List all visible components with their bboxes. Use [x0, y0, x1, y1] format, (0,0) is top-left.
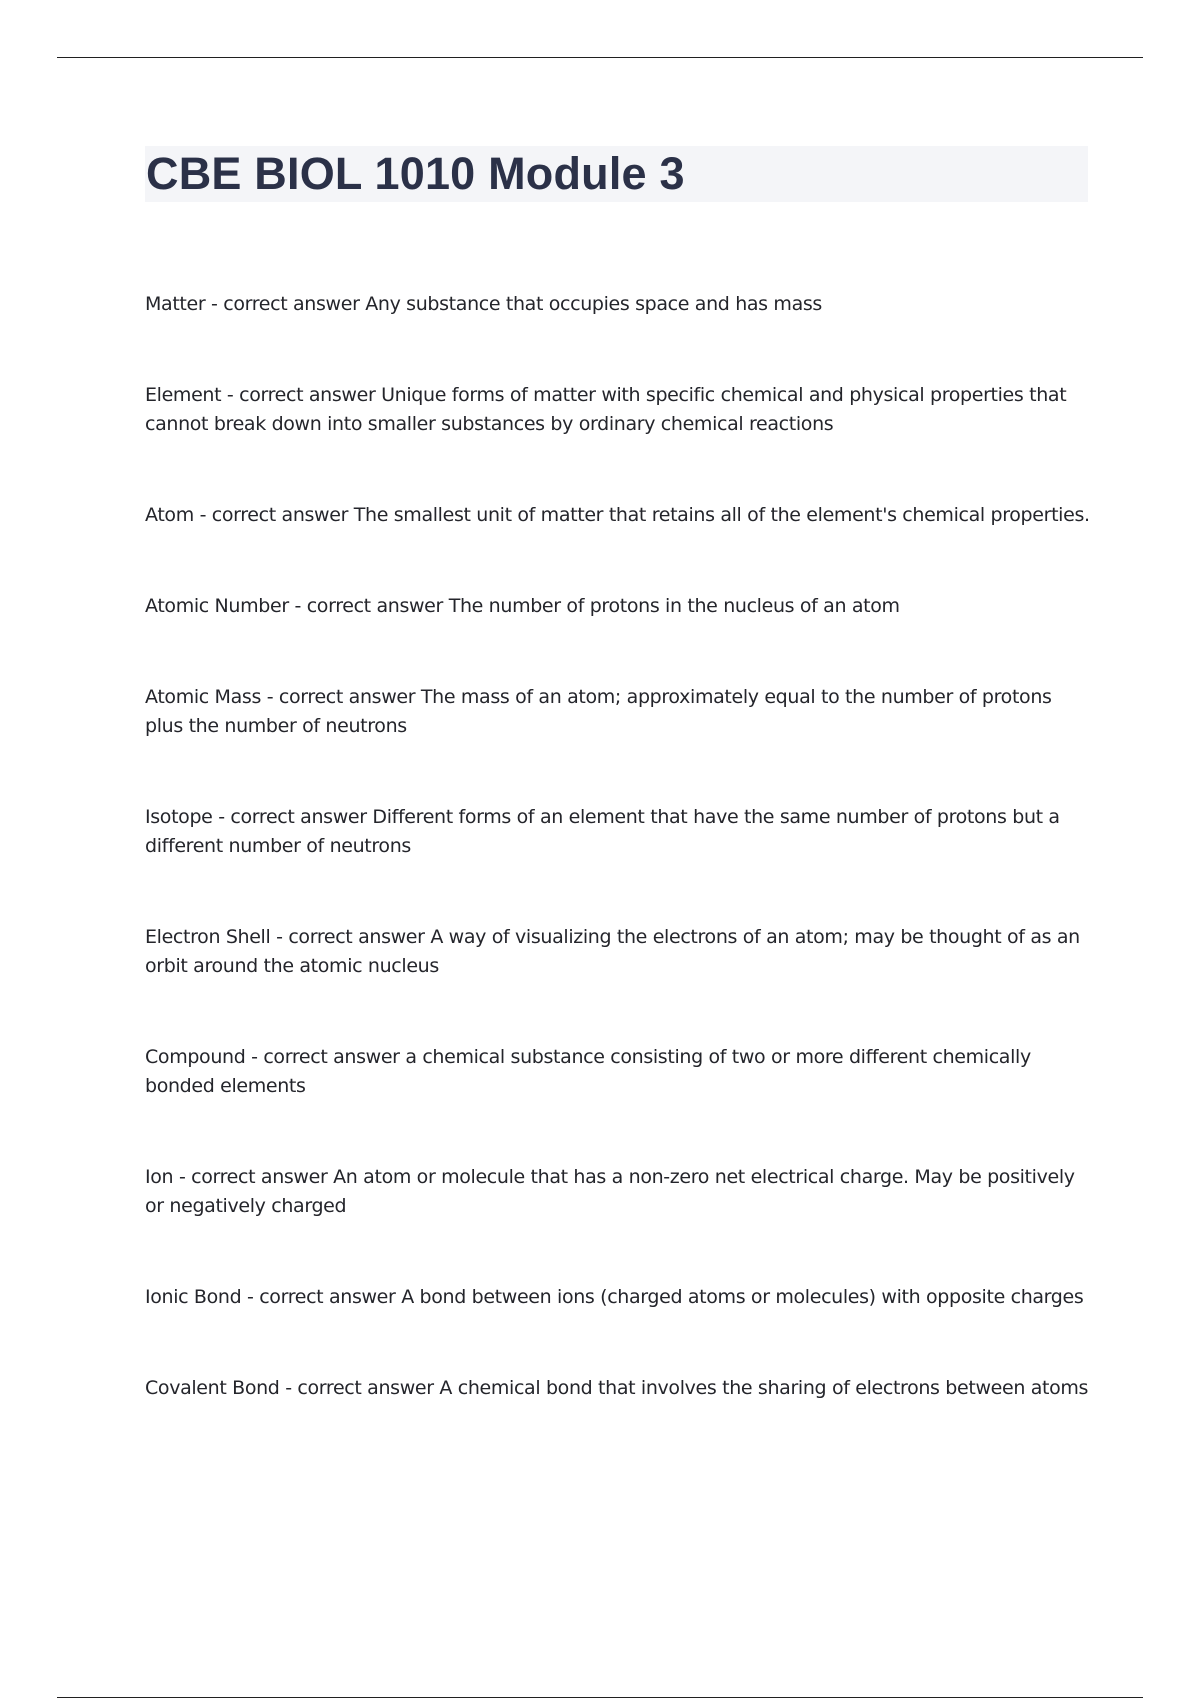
entry-separator: - correct answer	[247, 1286, 396, 1308]
top-divider	[57, 57, 1143, 58]
entry-term: Covalent Bond	[145, 1377, 280, 1399]
entry-term: Atom	[145, 504, 194, 526]
list-item	[145, 1283, 1090, 1312]
list-item	[145, 592, 1090, 621]
entry-term: Isotope	[145, 806, 213, 828]
entry-definition: The smallest unit of matter that retains all of the element's chemical properties.	[353, 504, 1090, 526]
entry-term: Atomic Number	[145, 595, 289, 617]
entry-separator: - correct answer	[178, 1166, 328, 1188]
list-item	[145, 501, 1090, 530]
entry-separator: - correct answer	[251, 1046, 400, 1068]
entry-term: Ion	[145, 1166, 174, 1188]
entry-term: Atomic Mass	[145, 686, 261, 708]
entry-term: Electron Shell	[145, 926, 271, 948]
list-item	[145, 290, 1090, 319]
entry-definition: Unique forms of matter with specific chemical and physical properties that cannot break down into smaller substances by ordinary chemical reactions	[145, 384, 1067, 435]
entry-separator: - correct answer	[294, 595, 443, 617]
list-item	[145, 1043, 1090, 1101]
flashcard-list	[145, 290, 1090, 1465]
entry-separator: - correct answer	[285, 1377, 434, 1399]
entry-definition: A bond between ions (charged atoms or molecules) with opposite charges	[401, 1286, 1084, 1308]
list-item	[145, 1374, 1090, 1403]
entry-definition: A way of visualizing the electrons of an atom; may be thought of as an orbit around the atomic nucleus	[145, 926, 1080, 977]
list-item	[145, 803, 1090, 861]
list-item	[145, 381, 1090, 439]
bottom-divider	[57, 1697, 1143, 1698]
entry-term: Compound	[145, 1046, 246, 1068]
entry-term: Ionic Bond	[145, 1286, 242, 1308]
entry-separator: - correct answer	[266, 686, 416, 708]
entry-separator: - correct answer	[199, 504, 349, 526]
entry-definition: An atom or molecule that has a non-zero net electrical charge. May be positively or negatively charged	[145, 1166, 1075, 1217]
page-title: CBE BIOL 1010 Module 3	[146, 148, 685, 199]
entry-definition: Different forms of an element that have the same number of protons but a different number of neutrons	[145, 806, 1060, 857]
list-item	[145, 683, 1090, 741]
entry-definition: The number of protons in the nucleus of an atom	[448, 595, 900, 617]
entry-separator: - correct answer	[226, 384, 376, 406]
list-item	[145, 1163, 1090, 1221]
entry-definition: A chemical bond that involves the sharing of electrons between atoms	[439, 1377, 1089, 1399]
entry-separator: - correct answer	[218, 806, 367, 828]
entry-definition: Any substance that occupies space and has mass	[365, 293, 822, 315]
entry-separator: - correct answer	[211, 293, 360, 315]
entry-separator: - correct answer	[276, 926, 425, 948]
list-item	[145, 923, 1090, 981]
entry-term: Element	[145, 384, 222, 406]
entry-definition: The mass of an atom; approximately equal to the number of protons plus the number of neutrons	[145, 686, 1052, 737]
entry-definition: a chemical substance consisting of two or more different chemically bonded elements	[145, 1046, 1031, 1097]
entry-term: Matter	[145, 293, 206, 315]
